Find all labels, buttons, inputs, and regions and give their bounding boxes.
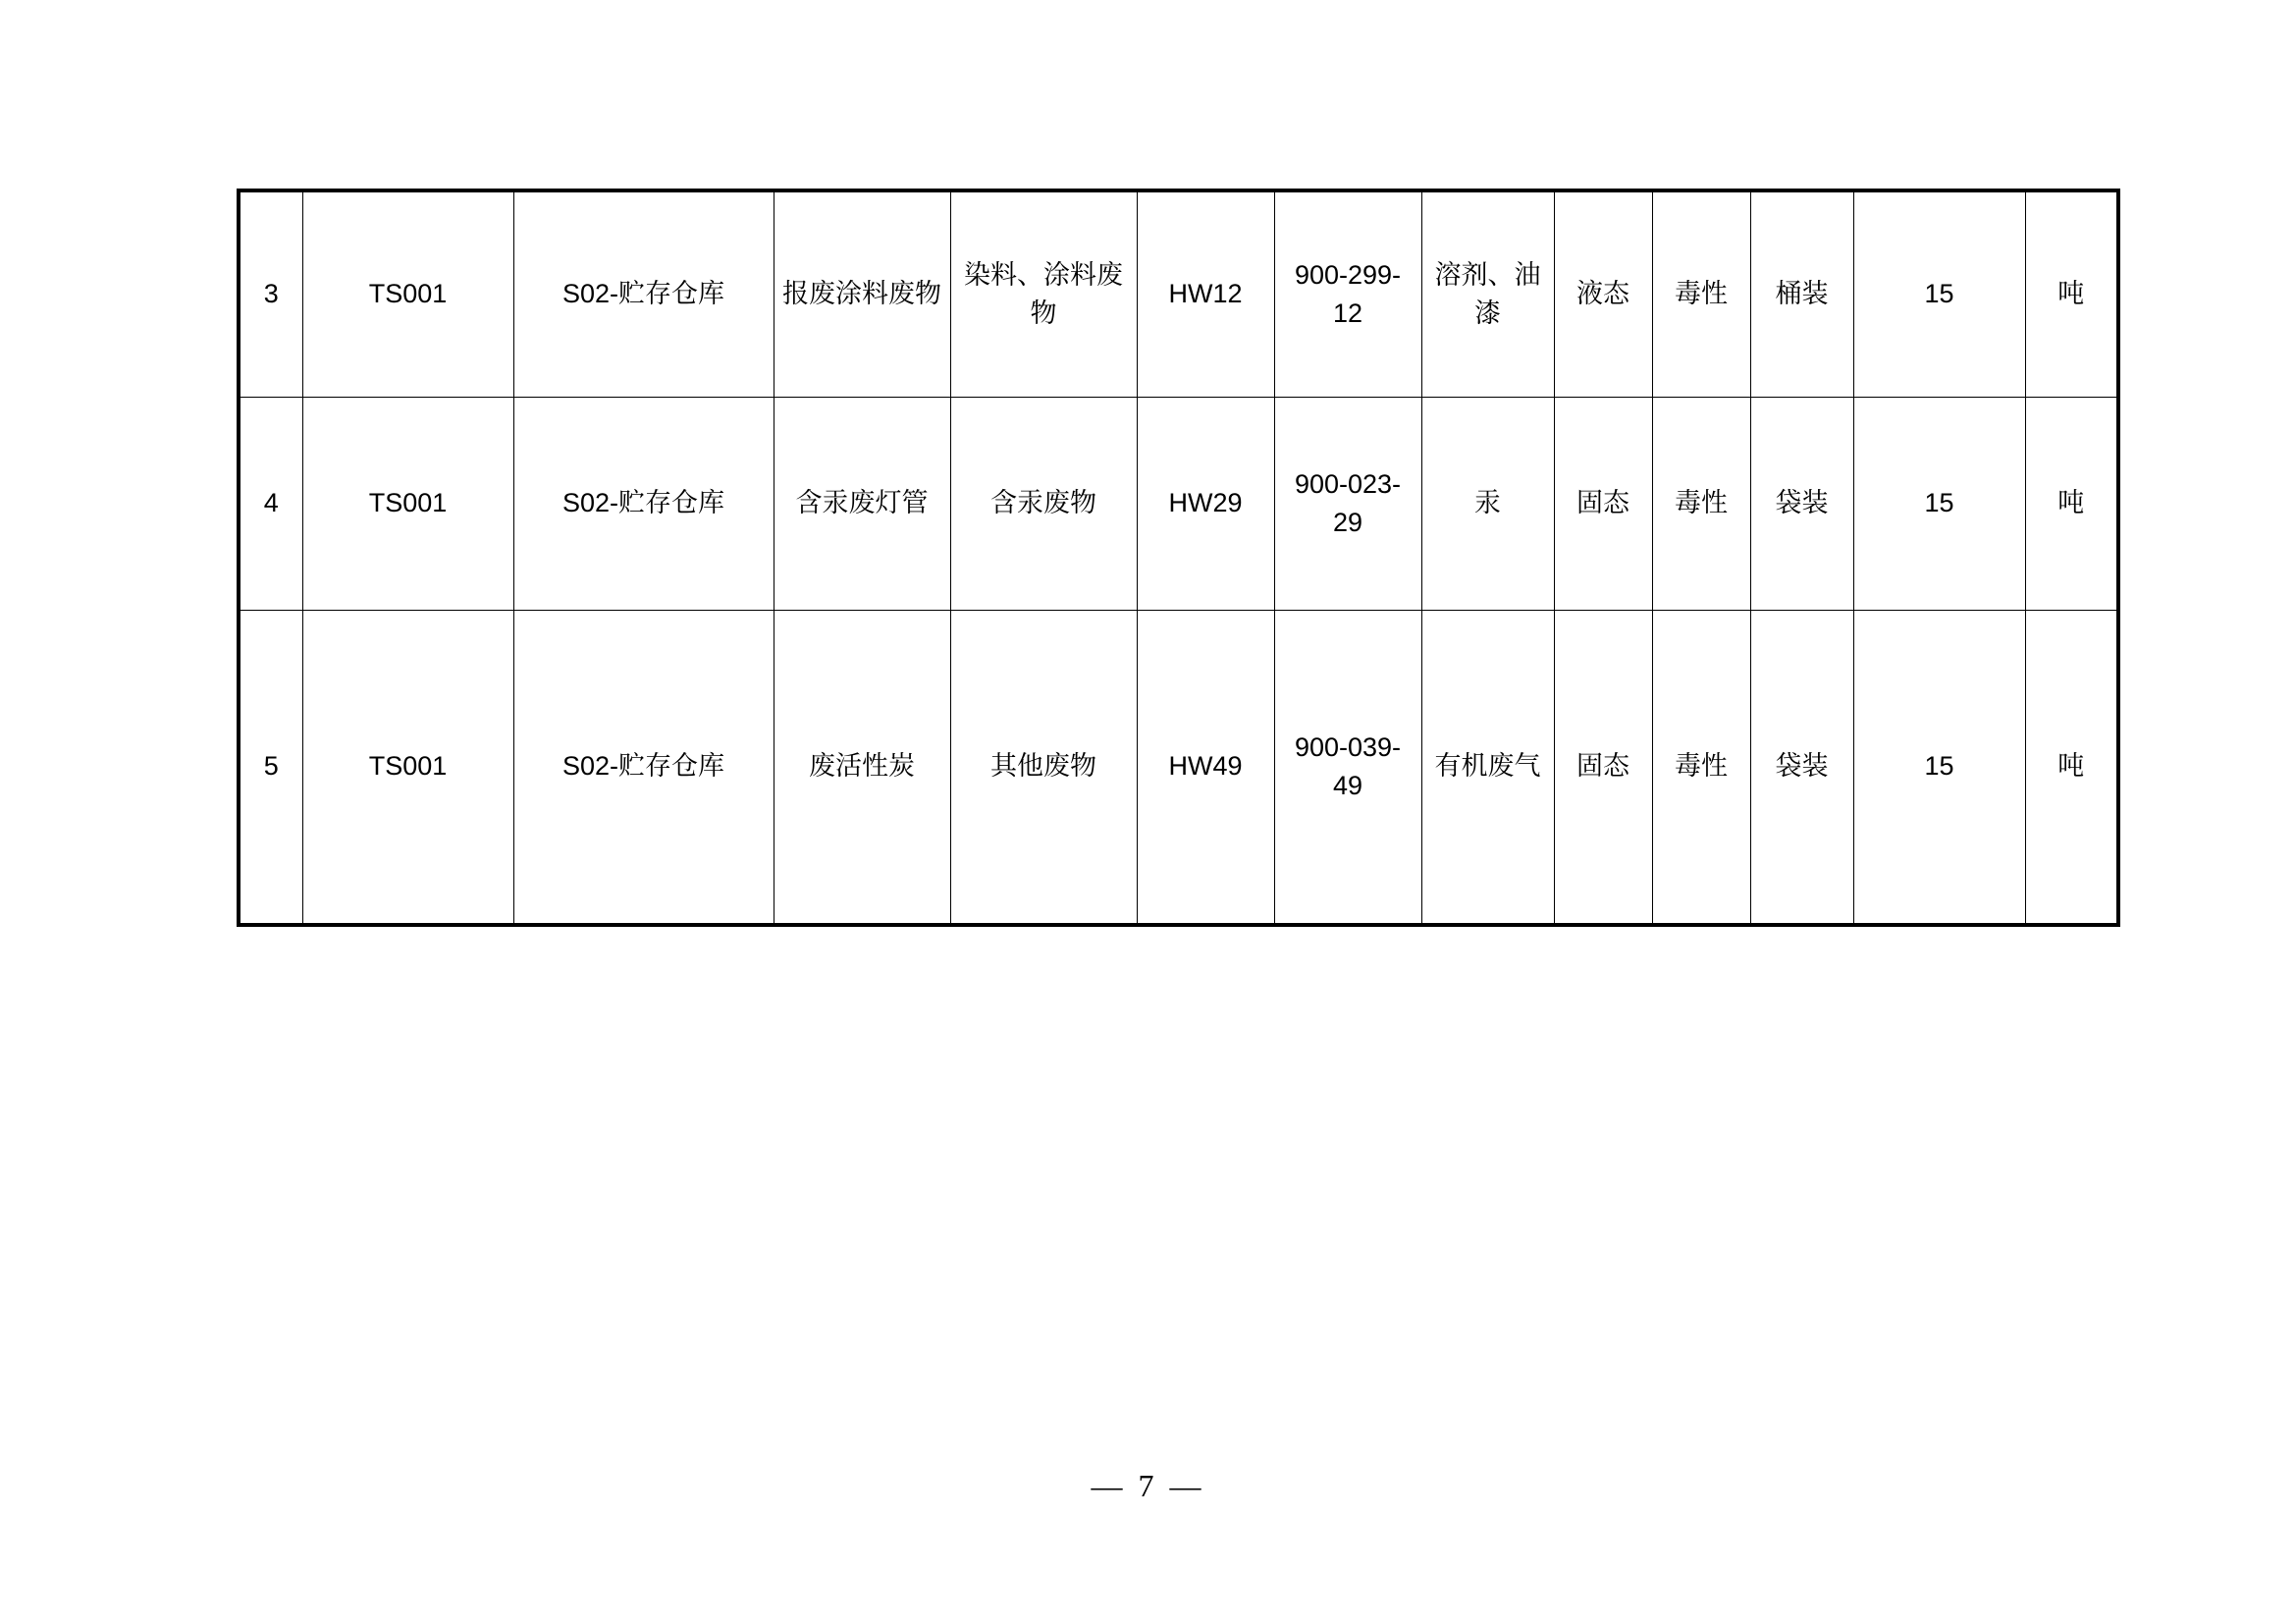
cell-unit: 吨 [2025,190,2118,398]
cell-waste-category: 含汞废物 [950,398,1137,611]
page-number: — 7 — [1091,1468,1205,1503]
cell-waste-name: 含汞废灯管 [774,398,950,611]
cell-quantity: 15 [1853,398,2025,611]
cell-unit: 吨 [2025,611,2118,926]
cell-facility-code: TS001 [302,398,513,611]
table-row [239,190,2118,398]
cell-storage-site: S02-贮存仓库 [513,398,774,611]
cell-waste-code: 900-299-12 [1274,190,1421,398]
cell-hw-code: HW49 [1137,611,1274,926]
cell-index: 3 [239,190,302,398]
cell-storage-site: S02-贮存仓库 [513,190,774,398]
cell-storage-site: S02-贮存仓库 [513,611,774,926]
cell-waste-name: 报废涂料废物 [774,190,950,398]
cell-hw-code: HW12 [1137,190,1274,398]
table-row [239,611,2118,926]
hazardous-waste-table [237,189,2120,927]
cell-quantity: 15 [1853,611,2025,926]
cell-main-components: 溶剂、油漆 [1421,190,1554,398]
cell-quantity: 15 [1853,190,2025,398]
cell-waste-code: 900-039-49 [1274,611,1421,926]
cell-packaging: 袋装 [1750,611,1853,926]
cell-packaging: 桶装 [1750,190,1853,398]
cell-unit: 吨 [2025,398,2118,611]
cell-main-components: 汞 [1421,398,1554,611]
cell-packaging: 袋装 [1750,398,1853,611]
cell-index: 4 [239,398,302,611]
cell-state: 固态 [1554,611,1652,926]
cell-hazard-property: 毒性 [1652,611,1750,926]
cell-hazard-property: 毒性 [1652,190,1750,398]
cell-waste-category: 其他废物 [950,611,1137,926]
waste-table-container [237,189,2085,927]
cell-waste-code: 900-023-29 [1274,398,1421,611]
cell-facility-code: TS001 [302,611,513,926]
cell-index: 5 [239,611,302,926]
cell-state: 固态 [1554,398,1652,611]
cell-state: 液态 [1554,190,1652,398]
cell-waste-category: 染料、涂料废物 [950,190,1137,398]
cell-hazard-property: 毒性 [1652,398,1750,611]
cell-waste-name: 废活性炭 [774,611,950,926]
cell-main-components: 有机废气 [1421,611,1554,926]
table-row [239,398,2118,611]
cell-hw-code: HW29 [1137,398,1274,611]
cell-facility-code: TS001 [302,190,513,398]
